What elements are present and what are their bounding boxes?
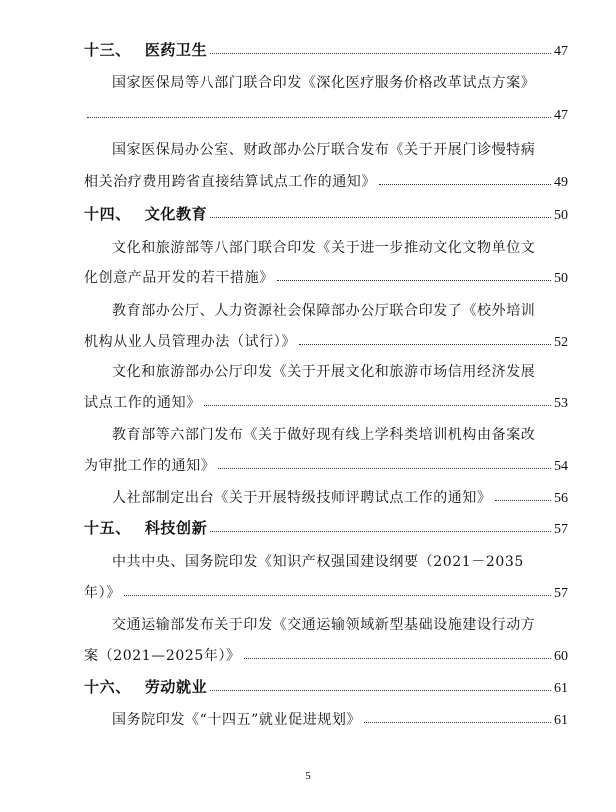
- toc-section[interactable]: [84, 512, 568, 538]
- toc-entry-line[interactable]: [112, 545, 568, 571]
- entry-text: 国务院印发《“十四五”就业促进规划》: [112, 712, 362, 728]
- toc-entry-line[interactable]: [84, 165, 568, 191]
- section-title: 医药卫生: [144, 41, 208, 59]
- page-number: 47: [554, 44, 568, 59]
- toc-entry-line[interactable]: [112, 418, 568, 444]
- toc-entry-line[interactable]: [84, 449, 568, 475]
- toc-entry-line[interactable]: [84, 639, 568, 665]
- section-number: 十六、: [84, 678, 131, 696]
- entry-text: 试点工作的通知》: [84, 395, 201, 411]
- page-number: 54: [554, 459, 568, 474]
- section-title: 科技创新: [144, 519, 208, 537]
- dot-leader: [299, 344, 551, 345]
- toc-entry-line[interactable]: [112, 608, 568, 634]
- dot-leader: [210, 690, 551, 691]
- entry-text: 国家医保局办公室、财政部办公厅联合发布《关于开展门诊慢特病: [112, 142, 536, 158]
- dot-leader: [218, 468, 551, 469]
- page-number: 50: [554, 208, 568, 223]
- page-number: 61: [554, 713, 568, 728]
- page-number: 50: [554, 271, 568, 286]
- entry-text: 人社部制定出台《关于开展特级技师评聘试点工作的通知》: [112, 490, 492, 506]
- page-number: 60: [554, 649, 568, 664]
- toc-entry-line[interactable]: [84, 325, 568, 351]
- dot-leader: [87, 117, 551, 118]
- toc-entry-line[interactable]: [84, 98, 568, 124]
- dot-leader: [277, 280, 551, 281]
- section-number: 十三、: [84, 41, 131, 59]
- section-number: 十四、: [84, 205, 131, 223]
- toc-entry-line[interactable]: [84, 261, 568, 287]
- dot-leader: [204, 405, 551, 406]
- toc-section[interactable]: [84, 198, 568, 224]
- toc-section[interactable]: [84, 671, 568, 697]
- entry-text: 教育部等六部门发布《关于做好现有线上学科类培训机构由备案改: [112, 427, 536, 443]
- dot-leader: [244, 658, 551, 659]
- page-number: 61: [554, 681, 568, 696]
- dot-leader: [495, 500, 551, 501]
- page-number: 49: [554, 175, 568, 190]
- toc-entry-line[interactable]: [112, 66, 568, 92]
- dot-leader: [364, 722, 551, 723]
- toc-entry-line[interactable]: [112, 355, 568, 381]
- section-number: 十五、: [84, 519, 131, 537]
- dot-leader: [210, 531, 551, 532]
- entry-text: 化创意产品开发的若干措施》: [84, 270, 274, 286]
- entry-text: 相关治疗费用跨省直接结算试点工作的通知》: [84, 174, 376, 190]
- toc-section[interactable]: [84, 34, 568, 60]
- toc-entry-line[interactable]: [112, 703, 568, 729]
- entry-text: 文化和旅游部办公厅印发《关于开展文化和旅游市场信用经济发展: [112, 364, 536, 380]
- dot-leader: [210, 53, 551, 54]
- page-number: 56: [554, 491, 568, 506]
- entry-text: 案（2021—2025年）》: [84, 648, 241, 664]
- section-title: 劳动就业: [144, 678, 208, 696]
- dot-leader: [210, 217, 551, 218]
- page-footer-number: 5: [305, 770, 311, 782]
- section-title: 文化教育: [144, 205, 208, 223]
- page-number: 53: [554, 396, 568, 411]
- entry-text: 文化和旅游部等八部门联合印发《关于进一步推动文化文物单位文: [112, 240, 536, 256]
- page-number: 52: [554, 335, 568, 350]
- page-number: 57: [554, 586, 568, 601]
- entry-text: 中共中央、国务院印发《知识产权强国建设纲要（2021－2035: [112, 554, 524, 570]
- dot-leader: [379, 184, 551, 185]
- entry-text: 交通运输部发布关于印发《交通运输领域新型基础设施建设行动方: [112, 617, 536, 633]
- toc-entry-line[interactable]: [84, 576, 568, 602]
- toc-entry-line[interactable]: [112, 294, 568, 320]
- toc-entry-line[interactable]: [84, 386, 568, 412]
- toc-entry-line[interactable]: [112, 133, 568, 159]
- dot-leader: [124, 595, 551, 596]
- entry-text: 年）》: [84, 585, 121, 601]
- entry-text: 教育部办公厅、人力资源社会保障部办公厅联合印发了《校外培训: [112, 303, 536, 319]
- toc-entry-line[interactable]: [112, 481, 568, 507]
- page-number: 47: [554, 108, 568, 123]
- entry-text: 国家医保局等八部门联合印发《深化医疗服务价格改革试点方案》: [112, 75, 536, 91]
- entry-text: 机构从业人员管理办法（试行）》: [84, 334, 296, 350]
- toc-entry-line[interactable]: [112, 231, 568, 257]
- entry-text: 为审批工作的通知》: [84, 458, 216, 474]
- page-number: 57: [554, 522, 568, 537]
